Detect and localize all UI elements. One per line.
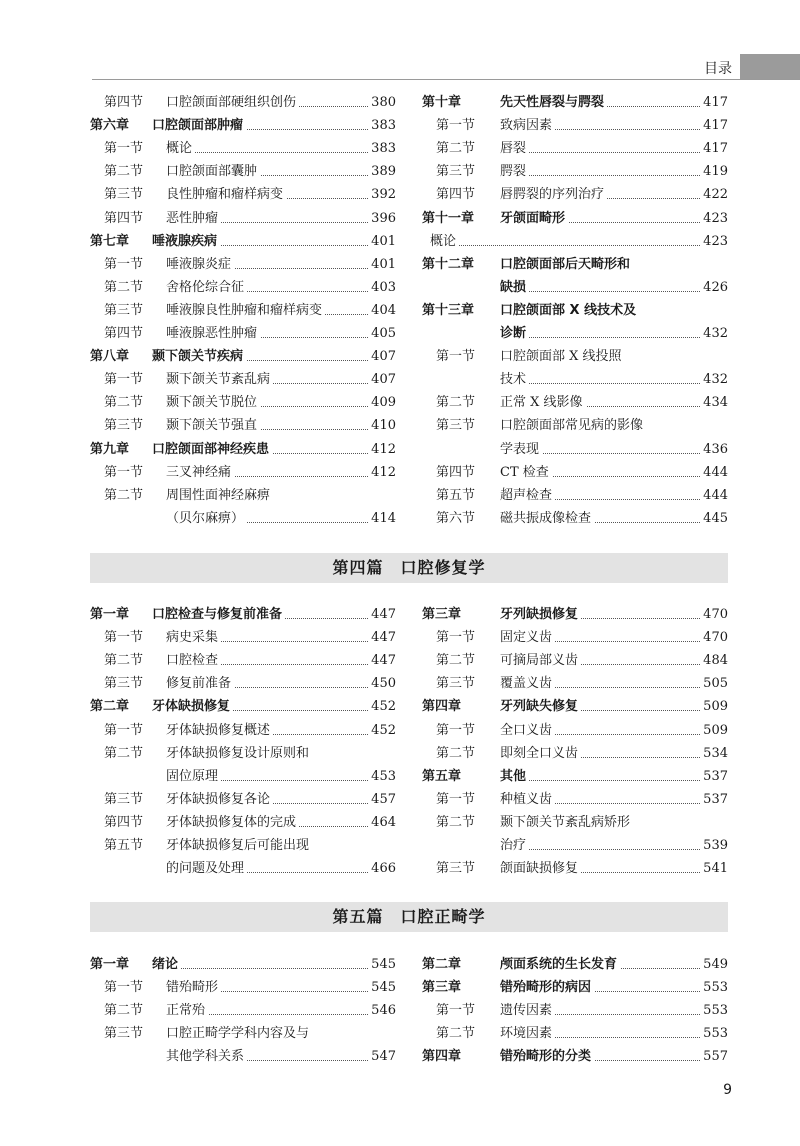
toc-entry-title: 唇裂	[500, 137, 529, 160]
toc-page-number: 452	[368, 695, 396, 718]
header-year-badge	[740, 54, 800, 79]
toc-entry-title: 颌面缺损修复	[500, 857, 581, 880]
toc-section-entry[interactable]	[90, 137, 396, 160]
toc-page-number: 396	[368, 207, 396, 230]
toc-page-number: 509	[700, 719, 728, 742]
toc-entry-title: 牙列缺失修复	[500, 695, 581, 718]
toc-page-number: 452	[368, 719, 396, 742]
toc-chapter-entry[interactable]	[90, 345, 396, 368]
toc-page-number: 405	[368, 322, 396, 345]
toc-entry-label: 第六章	[90, 118, 130, 134]
toc-entry-label: 第四节	[436, 187, 476, 203]
toc-page-number: 436	[700, 438, 728, 461]
toc-entry-label: 第二节	[436, 814, 476, 830]
toc-entry-label: 第二节	[104, 653, 144, 669]
toc-page-number: 466	[368, 857, 396, 880]
toc-page-number: 547	[368, 1045, 396, 1068]
toc-page-number: 401	[368, 253, 396, 276]
toc-entry-label: 第四节	[104, 326, 144, 341]
toc-page-number: 553	[700, 999, 728, 1022]
toc-entry-label: 第三节	[436, 676, 476, 692]
toc-entry-title: 颞下颌关节紊乱病	[166, 368, 273, 391]
toc-page-number: 380	[368, 91, 396, 114]
toc-entry-label: 第四节	[104, 95, 144, 110]
toc-entry-title: 固定义齿	[500, 626, 555, 649]
toc-section-entry[interactable]	[90, 461, 396, 484]
toc-page-number: 432	[700, 322, 728, 345]
toc-section-entry[interactable]	[422, 137, 728, 160]
toc-section-entry[interactable]	[90, 649, 396, 672]
toc-entry-label: 第四节	[436, 464, 476, 480]
toc-section-entry[interactable]	[422, 626, 728, 649]
toc-entry-title: 牙颌面畸形	[500, 207, 568, 230]
toc-entry-label: 第二节	[104, 745, 144, 761]
toc-entry-title: 修复前准备	[166, 672, 234, 695]
toc-entry-title: 口腔颌面部神经疾患	[152, 438, 272, 461]
toc-section-entry[interactable]	[90, 719, 396, 742]
toc-entry-label: 第八章	[90, 349, 130, 365]
toc-page-number: 412	[368, 461, 396, 484]
toc-entry-title: 其他	[500, 765, 529, 788]
toc-section-entry[interactable]	[422, 368, 728, 391]
toc-section-entry[interactable]	[90, 1022, 396, 1045]
toc-entry-title: 错殆畸形的分类	[500, 1045, 594, 1068]
toc-entry-label: 第五章	[422, 768, 462, 784]
toc-entry-label: 第一节	[436, 722, 476, 738]
toc-section-entry[interactable]	[422, 507, 728, 530]
toc-page-number: 444	[700, 484, 728, 507]
toc-chapter-entry[interactable]	[90, 603, 396, 626]
toc-page-number: 537	[700, 788, 728, 811]
toc-entry-label: 第四章	[422, 1049, 462, 1065]
toc-entry-title: 学表现	[500, 438, 542, 461]
toc-page-number: 457	[368, 788, 396, 811]
toc-page-number: 545	[368, 953, 396, 976]
toc-entry-label: 第三节	[436, 164, 476, 180]
toc-section-entry[interactable]	[422, 484, 728, 507]
toc-entry-label: 第三节	[436, 418, 476, 434]
toc-chapter-entry[interactable]	[90, 114, 396, 137]
toc-entry-title: 牙体缺损修复概述	[166, 719, 273, 742]
toc-section-entry[interactable]	[422, 811, 728, 834]
toc-entry-title: 的问题及处理	[166, 857, 247, 880]
toc-section-entry[interactable]	[90, 626, 396, 649]
toc-page-number: 546	[368, 999, 396, 1022]
toc-section-entry[interactable]	[422, 788, 728, 811]
toc-entry-title: 种植义齿	[500, 788, 555, 811]
toc-page-number: 426	[700, 276, 728, 299]
toc-entry-label: 第三章	[422, 980, 462, 996]
toc-page-number: 534	[700, 742, 728, 765]
toc-entry-label: 第一节	[104, 464, 144, 480]
toc-section-entry[interactable]	[90, 1045, 396, 1068]
toc-page-number: 539	[700, 834, 728, 857]
toc-entry-title: CT 检查	[500, 461, 552, 484]
toc-leader-dots	[510, 849, 718, 850]
toc-section-entry[interactable]	[90, 414, 396, 437]
toc-page-number: 389	[368, 160, 396, 183]
toc-entry-label: 第十三章	[422, 302, 475, 318]
toc-entry-title: 颅面系统的生长发育	[500, 953, 620, 976]
toc-entry-title: 口腔颌面部常见病的影像	[500, 414, 646, 437]
toc-entry-title: 颞下颌关节紊乱病矫形	[500, 811, 633, 834]
toc-page-number: 553	[700, 1022, 728, 1045]
toc-entry-title: 颞下颌关节强直	[166, 414, 260, 437]
toc-page-number: 557	[700, 1045, 728, 1068]
toc-entry-label: 第五节	[436, 487, 476, 503]
toc-entry-label: 第二节	[104, 395, 144, 411]
toc-leader-dots	[510, 175, 718, 176]
toc-entry-label: 第一节	[104, 630, 144, 646]
toc-entry-label: 第一节	[104, 256, 144, 272]
toc-page-number: 432	[700, 368, 728, 391]
toc-section-entry[interactable]	[422, 230, 728, 253]
toc-page-number: 470	[700, 626, 728, 649]
toc-section-entry[interactable]	[422, 999, 728, 1022]
toc-entry-title: 可摘局部义齿	[500, 649, 581, 672]
toc-entry-title: 即刻全口义齿	[500, 742, 581, 765]
toc-entry-label: 第一节	[436, 630, 476, 646]
toc-entry-label: 第二章	[422, 957, 462, 972]
toc-entry-title: 治疗	[500, 834, 529, 857]
toc-entry-title: （贝尔麻痹）	[166, 507, 247, 530]
toc-page-number: 541	[700, 857, 728, 880]
toc-entry-label: 第六节	[436, 510, 476, 526]
toc-page-number: 417	[700, 137, 728, 160]
toc-section-entry[interactable]	[90, 391, 396, 414]
toc-section-entry[interactable]	[90, 788, 396, 811]
toc-entry-label: 第一节	[436, 349, 476, 365]
toc-entry-label: 第四节	[104, 210, 144, 226]
toc-chapter-entry[interactable]	[422, 695, 728, 718]
toc-entry-title: 正常 X 线影像	[500, 391, 586, 414]
toc-entry-title: 病史采集	[166, 626, 221, 649]
toc-entry-label: 第二节	[436, 745, 476, 761]
toc-entry-title: 唇腭裂的序列治疗	[500, 183, 607, 206]
toc-chapter-entry[interactable]	[90, 230, 396, 253]
toc-page-number: 401	[368, 230, 396, 253]
toc-page-number: 509	[700, 695, 728, 718]
toc-entry-label: 第三章	[422, 607, 462, 622]
toc-entry-label: 第三节	[104, 418, 144, 434]
toc-page-number: 447	[368, 626, 396, 649]
toc-entry-title: 概论	[430, 230, 459, 253]
toc-entry-title: 牙体缺损修复各论	[166, 788, 273, 811]
toc-entry-title: 牙列缺损修复	[500, 603, 581, 626]
toc-entry-title: 牙体缺损修复后可能出现	[166, 834, 312, 857]
toc-entry-title: 唾液腺恶性肿瘤	[166, 322, 260, 345]
toc-entry-title: 颞下颌关节疾病	[152, 345, 246, 368]
toc-entry-label: 第一节	[104, 372, 144, 388]
toc-section-entry[interactable]	[422, 345, 728, 368]
toc-page-number: 422	[700, 183, 728, 206]
toc-entry-label: 第一节	[104, 980, 144, 996]
toc-page-number: 553	[700, 976, 728, 999]
toc-entry-label: 第二节	[436, 141, 476, 157]
toc-section-entry[interactable]	[90, 322, 396, 345]
toc-entry-label: 第一章	[90, 957, 130, 972]
toc-chapter-entry[interactable]	[90, 438, 396, 461]
toc-entry-title: 口腔颌面部囊肿	[166, 160, 260, 183]
toc-section-entry[interactable]	[90, 507, 396, 530]
part-heading-orthodontics: 第五篇 口腔正畸学	[90, 902, 728, 932]
toc-section-entry[interactable]	[422, 391, 728, 414]
toc-page-number: 417	[700, 91, 728, 114]
toc-section-entry[interactable]	[90, 484, 396, 507]
toc-chapter-entry[interactable]	[422, 322, 728, 345]
toc-leader-dots	[510, 337, 718, 338]
toc-page-number: 445	[700, 507, 728, 530]
toc-entry-title: 全口义齿	[500, 719, 555, 742]
toc-entry-label: 第二节	[104, 164, 144, 180]
toc-page-number: 409	[368, 391, 396, 414]
toc-entry-label: 第一章	[90, 607, 130, 622]
toc-entry-title: 超声检查	[500, 484, 555, 507]
toc-section-entry[interactable]	[90, 299, 396, 322]
toc-entry-title: 口腔检查	[166, 649, 221, 672]
toc-entry-title: 先天性唇裂与腭裂	[500, 91, 607, 114]
toc-entry-label: 第一节	[104, 722, 144, 738]
toc-entry-title: 口腔颌面部硬组织创伤	[166, 91, 299, 114]
toc-entry-label: 第三节	[104, 791, 144, 807]
toc-section-entry[interactable]	[422, 834, 728, 857]
toc-section-entry[interactable]	[90, 368, 396, 391]
toc-chapter-entry[interactable]	[90, 695, 396, 718]
toc-page-number: 464	[368, 811, 396, 834]
toc-entry-title: 口腔正畸学学科内容及与	[166, 1022, 312, 1045]
toc-entry-title: 舍格伦综合征	[166, 276, 247, 299]
toc-page-number: 484	[700, 649, 728, 672]
toc-entry-title: 覆盖义齿	[500, 672, 555, 695]
header-title: 目录	[704, 61, 732, 77]
toc-entry-title: 口腔颌面部肿瘤	[152, 114, 246, 137]
toc-entry-title: 口腔颌面部后天畸形和	[500, 253, 633, 276]
toc-entry-label: 第二节	[436, 395, 476, 411]
toc-entry-title: 牙体缺损修复设计原则和	[166, 742, 312, 765]
toc-page-number: 414	[368, 507, 396, 530]
toc-page-number: 537	[700, 765, 728, 788]
toc-section-entry[interactable]	[90, 160, 396, 183]
toc-entry-label: 第一节	[436, 791, 476, 807]
toc-page-number: 450	[368, 672, 396, 695]
toc-section-entry[interactable]	[90, 183, 396, 206]
toc-chapter-entry[interactable]	[422, 276, 728, 299]
toc-entry-label: 第一节	[436, 1003, 476, 1019]
toc-entry-title: 颞下颌关节脱位	[166, 391, 260, 414]
toc-entry-label: 第十二章	[422, 256, 475, 272]
page-number: 9	[723, 1082, 732, 1098]
toc-entry-title: 诊断	[500, 322, 529, 345]
toc-leader-dots	[510, 383, 718, 384]
toc-entry-title: 致病因素	[500, 114, 555, 137]
toc-page-number: 383	[368, 137, 396, 160]
toc-section-entry[interactable]	[90, 276, 396, 299]
toc-page-number: 505	[700, 672, 728, 695]
header-rule	[92, 79, 800, 80]
toc-entry-label: 第一节	[104, 141, 144, 157]
toc-page-number: 470	[700, 603, 728, 626]
toc-page-number: 412	[368, 438, 396, 461]
toc-entry-label: 第二节	[104, 279, 144, 295]
toc-entry-title: 错殆畸形	[166, 976, 221, 999]
toc-chapter-entry[interactable]	[422, 253, 728, 276]
toc-page-number: 447	[368, 649, 396, 672]
toc-entry-title: 固位原理	[166, 765, 221, 788]
toc-section-entry[interactable]	[422, 414, 728, 437]
toc-page-number: 434	[700, 391, 728, 414]
toc-section-entry[interactable]	[422, 438, 728, 461]
toc-entry-title: 其他学科关系	[166, 1045, 247, 1068]
toc-section-entry[interactable]	[422, 672, 728, 695]
toc-entry-title: 周围性面神经麻痹	[166, 484, 273, 507]
toc-page-number: 407	[368, 368, 396, 391]
toc-section-entry[interactable]	[90, 834, 396, 857]
toc-page-number: 545	[368, 976, 396, 999]
toc-section-entry[interactable]	[422, 114, 728, 137]
toc-entry-title: 腭裂	[500, 160, 529, 183]
toc-page-number: 392	[368, 183, 396, 206]
toc-page-number: 453	[368, 765, 396, 788]
toc-entry-title: 缺损	[500, 276, 529, 299]
toc-leader-dots	[162, 968, 386, 969]
toc-section-entry[interactable]	[422, 1022, 728, 1045]
toc-page-number: 410	[368, 414, 396, 437]
toc-entry-label: 第十一章	[422, 210, 475, 226]
toc-page-number: 423	[700, 230, 728, 253]
part-heading-prosthodontics: 第四篇 口腔修复学	[90, 553, 728, 583]
toc-chapter-entry[interactable]	[422, 91, 728, 114]
toc-page-number: 383	[368, 114, 396, 137]
toc-entry-label: 第四节	[104, 814, 144, 830]
toc-entry-label: 第三节	[104, 187, 144, 203]
toc-entry-title: 概论	[166, 137, 195, 160]
toc-chapter-entry[interactable]	[422, 953, 728, 976]
toc-page-number: 407	[368, 345, 396, 368]
toc-chapter-entry[interactable]	[422, 207, 728, 230]
toc-page-number: 444	[700, 461, 728, 484]
toc-entry-label: 第十章	[422, 95, 462, 110]
toc-page-number: 419	[700, 160, 728, 183]
toc-entry-title: 环境因素	[500, 1022, 555, 1045]
toc-entry-title: 磁共振成像检查	[500, 507, 594, 530]
toc-section-entry[interactable]	[422, 160, 728, 183]
toc-entry-label: 第四章	[422, 699, 462, 715]
toc-leader-dots	[510, 291, 718, 292]
toc-entry-title: 唾液腺良性肿瘤和瘤样病变	[166, 299, 325, 322]
toc-section-entry[interactable]	[422, 742, 728, 765]
toc-entry-title: 口腔检查与修复前准备	[152, 603, 285, 626]
toc-entry-label: 第一节	[436, 118, 476, 134]
toc-entry-label: 第三节	[436, 861, 476, 877]
toc-entry-title: 口腔颌面部 X 线技术及	[500, 299, 639, 322]
toc-section-entry[interactable]	[422, 857, 728, 880]
toc-entry-label: 第七章	[90, 233, 130, 249]
toc-chapter-entry[interactable]	[422, 603, 728, 626]
toc-page-number: 549	[700, 953, 728, 976]
toc-section-entry[interactable]	[90, 91, 396, 114]
toc-page-number: 403	[368, 276, 396, 299]
toc-entry-title: 牙体缺损修复	[152, 695, 233, 718]
toc-section-entry[interactable]	[422, 183, 728, 206]
toc-entry-label: 第三节	[104, 302, 144, 318]
toc-leader-dots	[440, 245, 718, 246]
toc-entry-title: 良性肿瘤和瘤样病变	[166, 183, 286, 206]
toc-entry-title: 正常殆	[166, 999, 208, 1022]
toc-section-entry[interactable]	[90, 999, 396, 1022]
toc-entry-label: 第三节	[104, 1026, 144, 1042]
toc-section-entry[interactable]	[422, 649, 728, 672]
toc-section-entry[interactable]	[90, 207, 396, 230]
toc-entry-title: 错殆畸形的病因	[500, 976, 594, 999]
toc-page-number: 417	[700, 114, 728, 137]
toc-chapter-entry[interactable]	[422, 976, 728, 999]
toc-entry-title: 唾液腺炎症	[166, 253, 234, 276]
toc-chapter-entry[interactable]	[422, 765, 728, 788]
toc-section-entry[interactable]	[90, 742, 396, 765]
toc-leader-dots	[176, 152, 386, 153]
toc-section-entry[interactable]	[422, 719, 728, 742]
toc-entry-title: 口腔颌面部 X 线投照	[500, 345, 625, 368]
toc-entry-title: 牙体缺损修复体的完成	[166, 811, 299, 834]
toc-leader-dots	[510, 152, 718, 153]
toc-chapter-entry[interactable]	[90, 953, 396, 976]
toc-entry-label: 第二章	[90, 699, 130, 715]
toc-section-entry[interactable]	[422, 461, 728, 484]
toc-entry-label: 第三节	[104, 676, 144, 692]
toc-chapter-entry[interactable]	[422, 299, 728, 322]
toc-chapter-entry[interactable]	[422, 1045, 728, 1068]
toc-entry-title: 唾液腺疾病	[152, 230, 220, 253]
toc-entry-label: 第二节	[436, 653, 476, 669]
toc-page-number: 447	[368, 603, 396, 626]
toc-section-entry[interactable]	[90, 857, 396, 880]
toc-page-number: 423	[700, 207, 728, 230]
toc-section-entry[interactable]	[90, 253, 396, 276]
toc-entry-title: 遗传因素	[500, 999, 555, 1022]
page-header	[0, 0, 800, 90]
toc-leader-dots	[510, 780, 718, 781]
toc-section-entry[interactable]	[90, 976, 396, 999]
toc-entry-label: 第九章	[90, 441, 130, 457]
toc-entry-label: 第五节	[104, 838, 144, 853]
toc-entry-title: 三叉神经痛	[166, 461, 234, 484]
toc-entry-title: 绪论	[152, 953, 181, 976]
toc-entry-label: 第二节	[436, 1026, 476, 1042]
toc-section-entry[interactable]	[90, 811, 396, 834]
toc-entry-title: 恶性肿瘤	[166, 207, 221, 230]
toc-entry-label: 第二节	[104, 1003, 144, 1019]
toc-entry-title: 技术	[500, 368, 529, 391]
toc-entry-label: 第二节	[104, 487, 144, 503]
toc-section-entry[interactable]	[90, 672, 396, 695]
toc-page-number: 404	[368, 299, 396, 322]
toc-section-entry[interactable]	[90, 765, 396, 788]
